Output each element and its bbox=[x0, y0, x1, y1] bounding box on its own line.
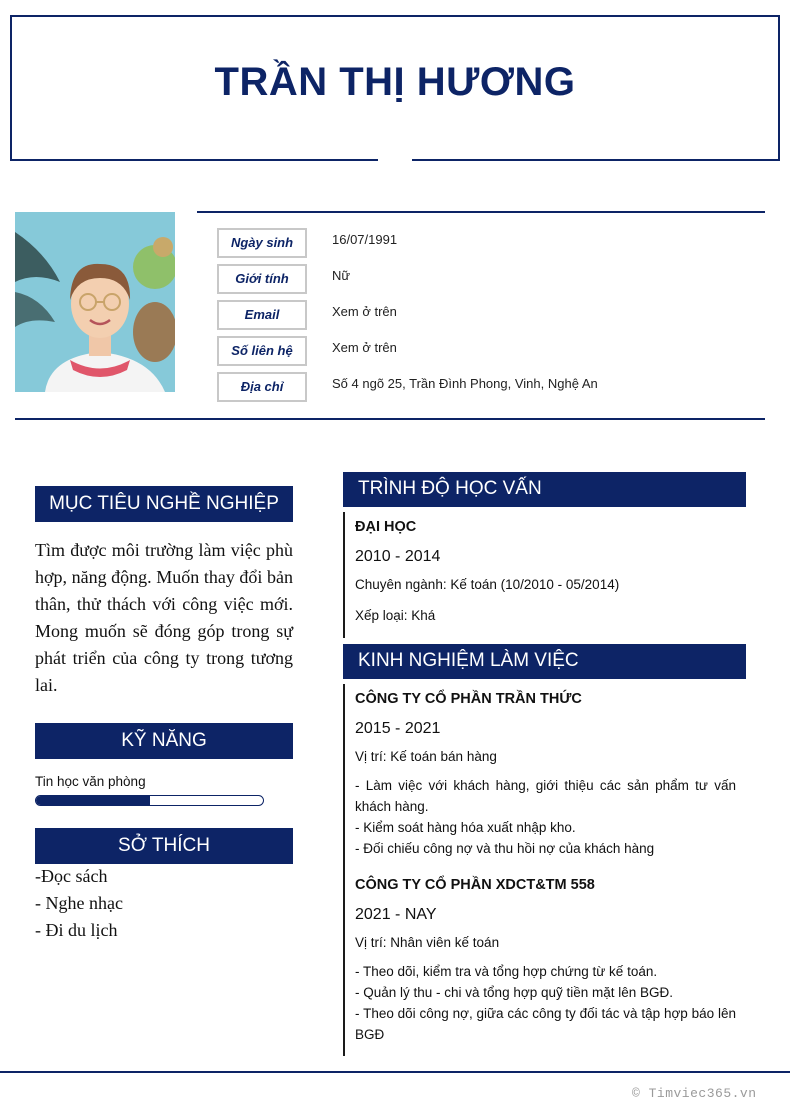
info-row-address bbox=[217, 372, 777, 402]
info-label: Ngày sinh bbox=[217, 228, 307, 258]
job-duties bbox=[355, 775, 736, 859]
candidate-name: TRẦN THỊ HƯƠNG bbox=[214, 60, 576, 104]
experience-timeline-line bbox=[343, 684, 345, 1056]
skill-name: Tin học văn phòng bbox=[35, 774, 146, 789]
experience-heading: KINH NGHIỆM LÀM VIỆC bbox=[343, 644, 746, 679]
info-value: Xem ở trên bbox=[332, 304, 397, 319]
hobby-item: - Đi du lịch bbox=[35, 920, 118, 940]
job-duties bbox=[355, 961, 736, 1045]
info-row-phone bbox=[217, 336, 777, 366]
name-box-gap bbox=[378, 157, 412, 165]
job-years: 2021 - NAY bbox=[355, 906, 437, 923]
info-value: 16/07/1991 bbox=[332, 232, 398, 247]
job-duty: - Quản lý thu - chi và tổng hợp quỹ tiền mặt lên BGĐ. bbox=[355, 985, 674, 1000]
info-bottom-divider bbox=[15, 418, 765, 420]
info-label: Email bbox=[217, 300, 307, 330]
education-heading: TRÌNH ĐỘ HỌC VẤN bbox=[343, 472, 746, 507]
job-duty: - Đối chiếu công nợ và thu hồi nợ của khách hàng bbox=[355, 841, 655, 856]
job-duty: - Làm việc với khách hàng, giới thiệu các sản phẩm tư vấn khách hàng. bbox=[355, 778, 736, 814]
info-value: Nữ bbox=[332, 268, 351, 283]
skill-level-fill bbox=[36, 796, 150, 805]
job-duty: - Kiểm soát hàng hóa xuất nhập kho. bbox=[355, 820, 576, 835]
info-label: Địa chỉ bbox=[217, 372, 307, 402]
info-value: Xem ở trên bbox=[332, 340, 397, 355]
education-major: Chuyên ngành: Kế toán (10/2010 - 05/2014) bbox=[355, 577, 620, 592]
education-timeline-line bbox=[343, 512, 345, 638]
hobby-item: - Nghe nhạc bbox=[35, 893, 123, 913]
info-row-email bbox=[217, 300, 777, 330]
job-years: 2015 - 2021 bbox=[355, 720, 441, 737]
job-company: CÔNG TY CỔ PHẦN XDCT&TM 558 bbox=[355, 877, 595, 893]
objective-text: Tìm được môi trường làm việc phù hợp, năng động. Muốn thay đổi bản thân, thử thách với công việc mới. Mong muốn sẽ đóng góp trong sự phát triển của công ty trong tương lai. bbox=[35, 540, 293, 695]
objective-heading: MỤC TIÊU NGHỀ NGHIỆP bbox=[35, 486, 293, 522]
info-row-gender bbox=[217, 264, 777, 294]
profile-photo bbox=[15, 212, 175, 392]
education-school: ĐẠI HỌC bbox=[355, 519, 417, 535]
job-duty: - Theo dõi, kiểm tra và tổng hợp chứng từ kế toán. bbox=[355, 964, 658, 979]
info-row-birthdate bbox=[217, 228, 777, 258]
education-years: 2010 - 2014 bbox=[355, 548, 441, 565]
skills-heading: KỸ NĂNG bbox=[35, 723, 293, 759]
info-top-divider bbox=[197, 211, 765, 213]
hobbies-heading: SỞ THÍCH bbox=[35, 828, 293, 864]
info-value: Số 4 ngõ 25, Trần Đình Phong, Vinh, Nghệ An bbox=[332, 376, 598, 391]
job-duty: - Theo dõi công nợ, giữa các công ty đối tác và tập hợp báo lên BGĐ bbox=[355, 1006, 736, 1042]
job-position: Vị trí: Nhân viên kế toán bbox=[355, 935, 500, 950]
footer-watermark: © Timviec365.vn bbox=[632, 1086, 757, 1101]
job-position: Vị trí: Kế toán bán hàng bbox=[355, 749, 497, 764]
hobby-item: -Đọc sách bbox=[35, 866, 108, 886]
info-label: Giới tính bbox=[217, 264, 307, 294]
footer-divider bbox=[0, 1071, 790, 1073]
info-label: Số liên hệ bbox=[217, 336, 307, 366]
skill-level-bar bbox=[35, 795, 264, 806]
education-rank: Xếp loại: Khá bbox=[355, 608, 436, 623]
job-company: CÔNG TY CỔ PHẦN TRẦN THỨC bbox=[355, 691, 582, 707]
